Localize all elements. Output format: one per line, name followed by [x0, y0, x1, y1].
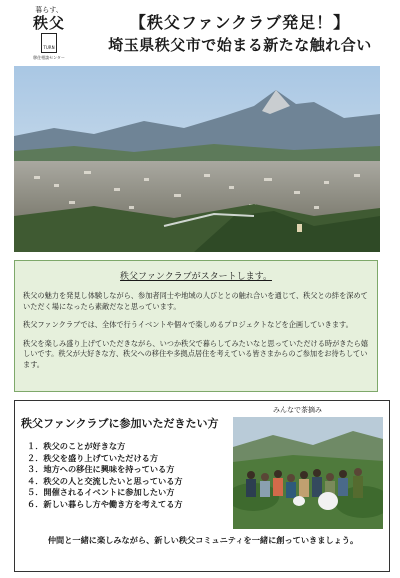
logo [26, 6, 72, 64]
logo-mark [41, 33, 57, 53]
list-item: ５．開催されるイベントに参加したい方 [27, 487, 175, 497]
list-item: ３．地方への移住に興味を持っている方 [27, 464, 175, 474]
list-item: ６．新しい暮らし方や働き方を考えてる方 [27, 498, 183, 509]
list-item: ２．秩父を盛り上げていただける方 [27, 452, 159, 463]
photo-caption: みんなで茶摘み [273, 406, 322, 414]
join-list [27, 441, 183, 510]
join-section [14, 400, 390, 572]
logo-mark-label: TURN [43, 45, 55, 50]
logo-name: 秩父 [32, 14, 65, 32]
page-subtitle: 埼玉県秩父市で始まる新たな触れ合い [108, 36, 372, 54]
tea-picking-photo [233, 417, 383, 529]
info-box [14, 260, 378, 392]
list-item: １．秩父のことが好きな方 [27, 441, 126, 451]
info-paragraph: 秩父ファンクラブでは、全体で行うイベントや個々で楽しめるプロジェクトなどを企画していきます。 [23, 320, 353, 329]
chichibu-city-photo [14, 66, 380, 252]
logo-tagline: 暮らす、 [35, 6, 63, 14]
info-title: 秩父ファンクラブがスタートします。 [120, 272, 272, 282]
logo-org: 移住相談センター [33, 55, 65, 60]
join-footer: 仲間と一緒に楽しみながら、新しい秩父コミュニティを一緒に創っていきましょう。 [47, 535, 359, 545]
info-paragraph: 秩父の魅力を発見し体験しながら、参加者同士や地域の人びととの触れ合いを通じて、秩父との絆を深めていただく場になったら素敵だなと思っています。 [23, 291, 368, 311]
list-item: ４．秩父の人と交流したいと思っている方 [27, 475, 183, 486]
info-paragraph: 秩父を楽しみ盛り上げていただきながら、いつか秩父で暮らしてみたいなと思っていただける時がきたら嬉しいです。秩父が大好きな方、秩父への移住や多拠点居住を考えている皆さまからのご参加をお待ちしています。 [23, 338, 369, 369]
join-title: 秩父ファンクラブに参加いただきたい方 [21, 417, 219, 430]
page-title: 【秩父ファンクラブ発足！】 [129, 13, 351, 32]
